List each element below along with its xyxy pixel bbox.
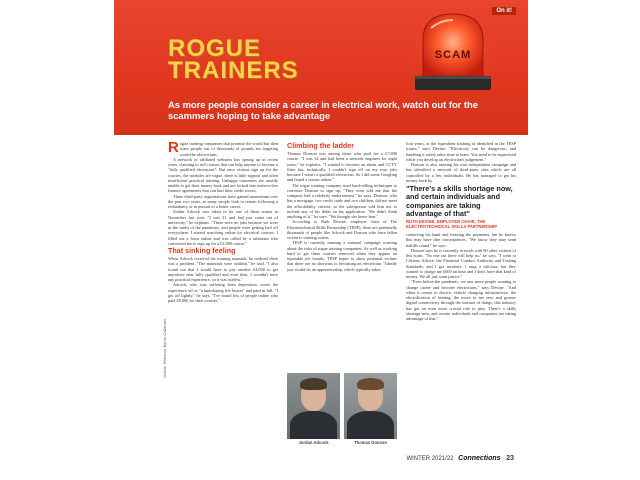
paragraph: Thomas Donson was among those who paid for a £7,800 course. "I was 32 and had been a network engineer for eight years," he explains. "I wanted to become an alarm and CCTV fitter but, technically, I couldn't sign off on my own jobs because I wasn't a qualified electrician. So I did some Googling and found a course online." xyxy=(287,151,397,183)
siren-label: SCAM xyxy=(434,49,472,61)
title-line-1: ROGUE xyxy=(168,35,262,62)
byline-credit: Words: Rebecca Byrne-Callander xyxy=(162,318,167,378)
photo-caption: Jordan Adcock xyxy=(298,440,329,445)
photo-thomas-donson xyxy=(344,373,397,439)
paragraph: "Even before the pandemic, we saw more people wanting to change career and become electricians," says Devine. "And when it comes to electric vehicle charging infrastructure, the electrification of heating, the move to net zero and greater digital connectivity through the internet of things, this industry has got an even more crucial role to play. There's a skills shortage now, and certain individuals and companies are taking advantage of that." xyxy=(406,279,516,322)
paragraph: TESP is currently running a national campaign warning about the risks of rogue training companies. As well as working hard to get these courses removed when they appear on reputable job boards, TESP hopes to show potential victims that there are no shortcuts to becoming an electrician. "Ideally you would do an apprenticeship, which typically takes xyxy=(287,240,397,272)
paragraph: Jordan Adcock was taken in by one of these scams in November last year. "I was 21 and had just come out of university," he explains. "There were no jobs because we were in the midst of the pandemic, and people were getting laid off everywhere. I started searching online for electrical courses. I filled out a form online and was called by a salesman who convinced me to sign up for a £2,000 course." xyxy=(168,209,278,246)
paragraph: The rogue training company used hard-selling techniques to convince Donson to sign up. "They even told me that the company had a celebrity endorsement," he says. Donson, who has a mortgage, two credit cards and two children, did not meet the affordability criteria, so the salesperson told him not to include any of his debts on his application. "We didn't think anything of it," he says. "We thought she knew best." xyxy=(287,182,397,219)
page-footer xyxy=(406,455,514,462)
drop-cap: R xyxy=(168,139,179,156)
standfirst: As more people consider a career in electrical work, watch out for the scammers hoping to take advantage xyxy=(168,99,478,121)
section-tag: On it! xyxy=(492,7,516,15)
portrait-photos xyxy=(287,373,397,451)
column-2 xyxy=(287,141,397,272)
paragraph: When Adcock received the training manuals, he realised there was a problem. "The materials were rubbish," he said. "I also found out that I would have to pay another £4,000 to get anywhere near fully qualified and even then, I wouldn't have any practical experience, so it was useless." xyxy=(168,256,278,282)
article-title xyxy=(168,35,368,84)
paragraph: A network of affiliated websites has sprung up in recent years, claiming to sell courses that can help anyone to become a "fully qualified electrician". But once victims sign up for the courses, the modules are vague, there is little support and often insufficient practical training. Unhappy customers are usually unable to get their money back and are locked into interest-free finance agreements that can hurt their credit scores. xyxy=(168,156,279,194)
issue-date: WINTER 2021/22 xyxy=(406,456,454,462)
paragraph: These third-party organisations have gained momentum over the past two years, as many people look to retrain following a redundancy or in pursuit of a better career. xyxy=(168,193,278,209)
paragraph: four years, or the equivalent training as identified in the TESP routes," says Devine. "Electricity can be dangerous, and handling it safely takes time to learn. You need to be supervised while you develop an electrician's judgement." xyxy=(406,141,516,162)
pull-quote: "There's a skills shortage now, and certain individuals and companies are taking advantage of that" xyxy=(406,184,513,218)
page-number: 23 xyxy=(506,455,514,462)
subheading: Climbing the ladder xyxy=(287,141,355,150)
magazine-brand: Connections xyxy=(458,455,501,462)
pull-quote-attribution: RUTH DEVINE, EMPLOYER CHAIR, THE ELECTROTECHNICAL SKILLS PARTNERSHIP xyxy=(406,219,498,230)
subheading: That sinking feeling xyxy=(168,246,236,255)
paragraph: According to Ruth Devine, employer chair of The Electrotechnical Skills Partnership (TESP), there are potentially thousands of people like Adcock and Donson who have fallen victim to training scams. xyxy=(287,219,397,240)
column-3 xyxy=(406,141,516,321)
photo-jordan-adcock xyxy=(287,373,340,439)
title-line-2: TRAINERS xyxy=(168,57,299,84)
paragraph: Rogue training companies that promise the world but then scam people out of thousands of pounds are targeting would-be electricians. xyxy=(168,139,278,157)
photo-caption: Thomas Donson xyxy=(354,440,387,445)
article-body xyxy=(168,141,518,456)
paragraph: Adcock, who was suffering from depression, wrote the experience off as "a humiliating life lesson" and paid in full. "I got off lightly," he says. "I've found lots of people online who paid £8,000 for their courses." xyxy=(168,282,278,303)
magazine-page xyxy=(114,0,528,480)
hero-banner xyxy=(114,0,528,135)
column-1 xyxy=(168,141,278,303)
paragraph: Donson says he is currently in touch with 80 other victims of this scam. "No one out there will help us," he says. "I went to Citizens Advice, the Financial Conduct Authority and Trading Standards, and I got nowhere. I rang a solicitor, but they wanted to charge me £600 an hour and I don't have that kind of money. We all just want justice." xyxy=(406,247,516,280)
paragraph: contacting his bank and freezing the payments, but he knows this may have dire consequences. "We know they may send bailiffs round," he says. xyxy=(406,232,516,248)
paragraph: Donson is also running his own independent campaign and has identified a network of third-party sites which are all controlled by a few individuals. He has managed to get his money back by xyxy=(406,162,516,183)
siren-light-icon xyxy=(401,6,506,96)
